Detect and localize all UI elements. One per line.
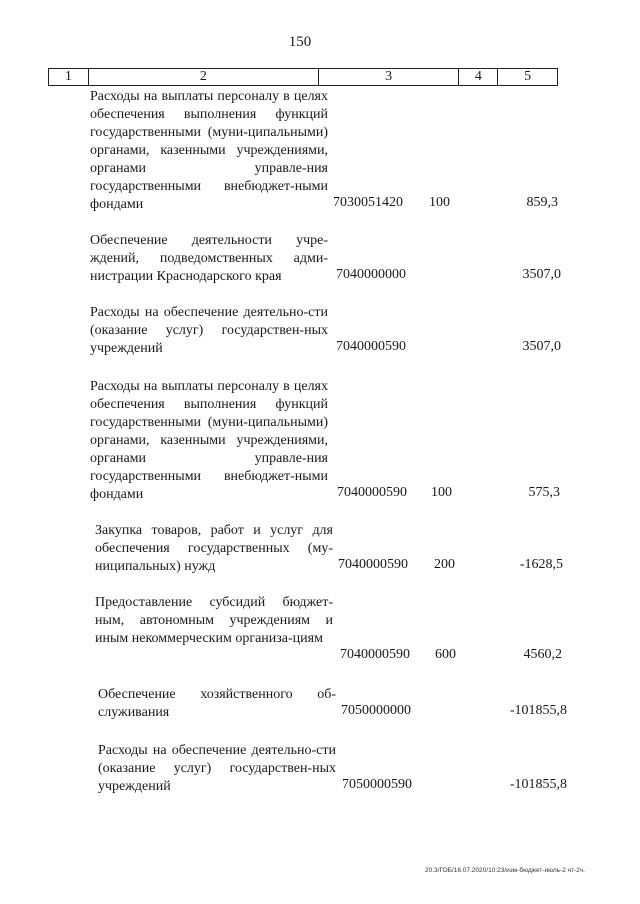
page-number: 150 (288, 34, 312, 50)
row-amount: -1628,5 (519, 557, 563, 572)
header-col-2: 2 (89, 69, 319, 85)
header-col-5: 5 (524, 69, 532, 84)
row-description: Расходы на выплаты персоналу в целях обеспечения выполнения функций государственными (муни-ципальными) органами, казенными учреждениями, органами управле-ния государственными внебюджет-ными фондами (90, 89, 328, 212)
row-amount: 575,3 (528, 485, 560, 500)
row-type: 100 (429, 195, 450, 210)
row-code: 7040000000 (336, 267, 406, 282)
row-type: 200 (434, 557, 455, 572)
row-amount: 859,3 (526, 195, 558, 210)
row-code: 7050000000 (341, 703, 411, 718)
row-type: 100 (431, 485, 452, 500)
row-amount: -101855,8 (509, 777, 567, 792)
table-row (0, 88, 640, 212)
row-code: 7040000590 (336, 339, 406, 354)
table-row (0, 742, 640, 794)
row-code: 7030051420 (333, 195, 403, 210)
table-row (0, 378, 640, 502)
row-description: Расходы на обеспечение деятельно-сти (оказание услуг) государствен-ных учреждений (90, 305, 328, 356)
row-code: 7050000590 (342, 777, 412, 792)
table-row (0, 594, 640, 664)
header-col-3: 3 (319, 69, 459, 85)
row-amount: 4560,2 (523, 647, 562, 662)
footer-file-reference: 20.3/ГОБ/16.07.2020/10:23/изм-бюджет-июль-2 чт-2ч. (425, 867, 585, 874)
row-description: Расходы на выплаты персоналу в целях обеспечения выполнения функций государственными (муни-ципальными) органами, казенными учреждениями, органами управле-ния государственными внебюджет-ными фондами (90, 379, 328, 502)
row-description: Расходы на обеспечение деятельно-сти (оказание услуг) государствен-ных учреждений (98, 743, 336, 794)
row-amount: 3507,0 (522, 339, 561, 354)
row-code: 7040000590 (338, 557, 408, 572)
row-amount: -101855,8 (509, 703, 567, 718)
table-row (0, 304, 640, 356)
table-header (48, 68, 558, 86)
table-row (0, 686, 640, 720)
row-code: 7040000590 (340, 647, 410, 662)
row-description: Обеспечение хозяйственного об-служивания (98, 687, 336, 720)
row-description: Предоставление субсидий бюджет-ным, автономным учреждениям и иным некоммерческим организа-циям (95, 595, 333, 646)
row-description: Закупка товаров, работ и услуг для обеспечения государственных (му-ниципальных) нужд (95, 523, 333, 574)
row-description: Обеспечение деятельности учре-ждений, подведомственных адми-нистрации Краснодарского края (90, 233, 328, 284)
row-amount: 3507,0 (522, 267, 561, 282)
row-code: 7040000590 (337, 485, 407, 500)
header-col-1: 1 (49, 69, 89, 85)
header-col-4: 4 (459, 69, 498, 85)
row-type: 600 (435, 647, 456, 662)
table-row (0, 522, 640, 574)
table-row (0, 232, 640, 284)
